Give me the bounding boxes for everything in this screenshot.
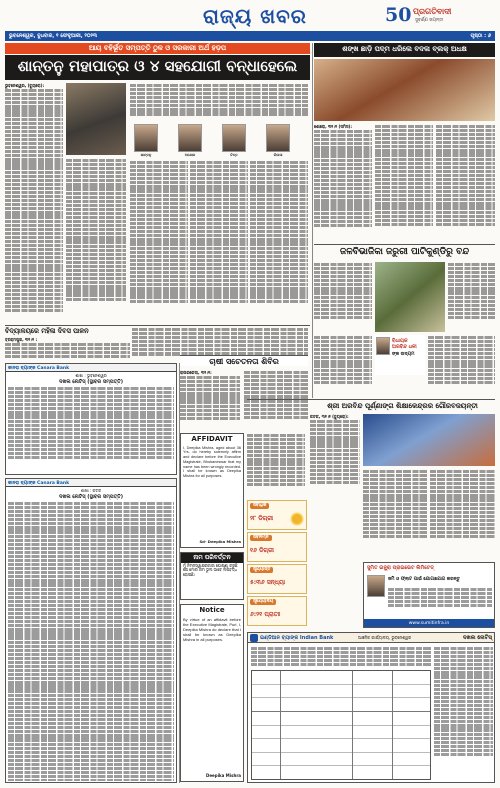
accused-photo-4 (266, 124, 290, 152)
ad-company-name: ସୁମିତ ଇନ୍ଫ୍ରା ପ୍ରାଇଭେଟ ଲିମିଟେଡ୍ (367, 565, 434, 571)
english-notice-box (180, 604, 244, 782)
indian-bank-right-col (434, 646, 493, 780)
indian-bank-header (248, 633, 495, 643)
indian-bank-name: ଇଣ୍ଡିଆନ ବ୍ୟାଙ୍କ Indian Bank (260, 635, 334, 641)
name-change-title: ନାମ ପରିବର୍ତ୍ତନ (181, 553, 243, 563)
sunrise-value: ୬:୨୧ ପ୍ରାତଃ (250, 611, 281, 619)
masthead (5, 4, 495, 30)
accused-photo-2 (178, 124, 202, 152)
sun-icon (292, 514, 302, 524)
vidyalaya-headline: ବିଦ୍ୟାଳୟରେ ମହିଳା ଦିବସ ପାଳନ (5, 327, 89, 335)
dateline-bar (5, 31, 495, 41)
jalabibhaga-col-2 (448, 262, 495, 332)
chasa-col-1 (180, 370, 240, 430)
section-title: ରାଜ୍ୟ ଖବର (203, 4, 307, 28)
aurobindo-headline: ଶ୍ରୀ ଅରବିନ୍ଦ ପୂର୍ଣ୍ଣାଙ୍ଗ ଶିକ୍ଷାକେନ୍ଦ୍ରର ଗୌରବଜୟନ୍ତୀ (327, 401, 478, 410)
mla-sub: ଙ୍କ ଉଦ୍ୟମ (392, 352, 415, 357)
issue-date: ଭୁବନେଶ୍ୱର, ବୁଧବାର, ୧ ଫେବୃଆରୀ, ୨୦୨୩ (9, 33, 97, 39)
name-change-body: ମୁଁ ନିମ୍ନସ୍ୱାକ୍ଷରକାରୀ ଘୋଷଣା କରୁଛି ଯେ ମୋର ନାମ ଭୁଲ ଭାବେ ଲିପିବଦ୍ଧ ହୋଇଛି। (183, 562, 238, 577)
ad-website: www.sumitinfra.in (364, 619, 494, 627)
accused-caption-3: ଚିତ୍ତ (230, 153, 238, 157)
affidavit-title: AFFIDAVIT (191, 435, 233, 443)
indian-bank-logo-icon (250, 634, 258, 642)
affidavit-box (180, 433, 244, 548)
bank-notice-title-2: ଦଖଲ ନୋଟିସ୍ (ସ୍ଥାବର ସମ୍ପତ୍ତି) (59, 494, 123, 500)
vidyalaya-text (5, 337, 130, 361)
bank-branch-2: ଶାଖା : କଟକ (80, 488, 102, 493)
affidavit-body: I, Deepika Mishra, aged about 36 Yrs, do hereby solemnly affirm and declare before the Executive Magistrate, Bhubaneswar that my name has been wrongly recorded. I shall be known as Deepika Mishra for all purposes. (183, 445, 241, 479)
sunset-label: ସୂର୍ଯ୍ୟାସ୍ତ (250, 567, 273, 574)
indian-bank-notice-title: ଦଖଲ ନୋଟିସ୍ (462, 634, 492, 641)
jalabibhaga-col-1 (314, 262, 372, 332)
accused-caption-4: ଲିପସା (273, 153, 283, 157)
mla-photo (376, 337, 390, 355)
bank-notice-body-2 (8, 501, 174, 781)
weather-min (247, 532, 307, 562)
chasa-col-2 (244, 370, 308, 430)
right-story-col-2 (375, 124, 433, 242)
weather-min-value: ୧୬ ଡିଗ୍ରୀ (250, 547, 274, 555)
aurobindo-col-3 (430, 469, 495, 559)
accused-caption-1: ଶାନ୍ତନୁ (140, 153, 152, 157)
affidavit-signature: Sd- Deepika Mishra (199, 539, 241, 545)
bjp-joining-photo (314, 59, 495, 121)
bank-notice-body-1 (8, 386, 174, 472)
anniversary-number: 50 (385, 4, 412, 26)
newspaper-logo (385, 4, 495, 28)
bank-notice-title-1: ଦଖଲ ନୋଟିସ୍ (ସ୍ଥାବର ସମ୍ପତ୍ତି) (59, 379, 123, 385)
accused-photo-3 (222, 124, 246, 152)
column-rule (179, 363, 180, 783)
weather-min-label: ସର୍ବନିମ୍ନ (250, 535, 272, 542)
accused-caption-2: ଅଶୋକ (184, 153, 196, 157)
bank-branch-1: ଶାଖା : ଭୁବନେଶ୍ୱର (75, 373, 107, 378)
bank-name-2: କାନରା ବ୍ୟାଙ୍କ Canara Bank (6, 479, 176, 487)
aurobindo-col-1 (310, 414, 360, 498)
real-estate-ad (363, 562, 495, 628)
indian-bank-branch: ଆଞ୍ଚଳିକ କାର୍ଯ୍ୟାଳୟ, ଭୁବନେଶ୍ୱର (358, 635, 412, 640)
weather-sunrise (247, 596, 307, 626)
lead-headline: ଶାନ୍ତନୁ ମହାପାତ୍ର ଓ ୪ ସହଯୋଗୀ ବନ୍ଧାହେଲେ (5, 55, 310, 80)
ad-person-photo (367, 575, 385, 597)
newspaper-name: ପ୍ରଗତିବାଦୀ (413, 7, 452, 16)
mla-sidebar (375, 335, 425, 375)
jalabibhaga-headline: ଜଳବିଭାଜିକା ଜରୁରୀ ପାଟିକୁଣ୍ଡିରୁ ବନ୍ଦ (339, 247, 470, 257)
jalabibhaga-col-4 (428, 335, 495, 397)
vidyalaya-byline: ବ୍ରହ୍ମପୁର, ୩୧।୧ : (5, 337, 38, 342)
jalabibhaga-photo (375, 262, 445, 332)
jalabibhaga-col-3 (314, 335, 372, 397)
right-story-col-1 (314, 124, 372, 242)
bank-notice-1 (5, 363, 177, 475)
indian-bank-intro (251, 646, 431, 668)
bank-name-1: କାନରା ବ୍ୟାଙ୍କ Canara Bank (6, 364, 176, 372)
lead-portrait-photo (66, 83, 126, 155)
aurobindo-event-photo (363, 414, 495, 466)
sunrise-label: ସୂର୍ଯ୍ୟୋଦୟ (250, 599, 276, 606)
notice-body: By virtue of an affidavit before the Executive Magistrate, Puri, I, Deepika Mishra do declare that I shall be known as Deepika Mishra in all purposes. (183, 616, 241, 642)
divider (314, 244, 495, 245)
aurobindo-col-2 (363, 469, 427, 559)
indian-bank-table (251, 670, 431, 780)
indian-bank-notice (247, 632, 495, 783)
lead-story-col-3 (130, 160, 188, 323)
divider (5, 325, 310, 326)
lead-story-col-4 (190, 160, 248, 323)
weather-max-value: ୨୮ ଡିଗ୍ରୀ (250, 515, 274, 523)
bank-notice-2 (5, 478, 177, 783)
chasa-headline: ଚାଷୀ ସଚେତନତା ଶିବିର (180, 355, 308, 366)
weather-max-label: ସର୍ବାଧିକ (250, 503, 269, 510)
weather-sunset (247, 564, 307, 594)
divider (247, 399, 495, 400)
lead-story-col-2 (66, 158, 126, 323)
chasa-byline: ରାଉରକେଲା, ୩୧।୧: (180, 370, 212, 375)
right-headline: ଶଙ୍ଖ ଛାଡ଼ି ପଦ୍ମ ଧରିଲେ ବଦଳା ବ୍ଲକ୍ ଅଧକ୍ଷ (314, 43, 495, 57)
ad-body (388, 587, 492, 613)
lead-story-top-text (130, 83, 308, 123)
right-story-col-3 (436, 124, 495, 242)
sunset-value: ୫:୩୬ ସନ୍ଧ୍ୟା (250, 579, 286, 587)
logo-tagline: ସୁବର୍ଣ୍ଣ ଜୟନ୍ତୀ (415, 18, 444, 23)
page-number: ପୃଷ୍ଠା : ୬ (470, 33, 491, 39)
right-byline: ଶୋରୋ, ୩୧।୧ (ସମିସ): (314, 124, 352, 129)
lead-kicker: ଆୟ ବହିର୍ଭୂତ ସମ୍ପତ୍ତି ଠୁଳ ଓ ସରକାରୀ ଅର୍ଥ ହଡ଼ପ (5, 43, 310, 54)
accused-photo-1 (134, 124, 158, 152)
lead-story-col-1 (5, 83, 63, 323)
lead-story-col-5 (250, 160, 308, 323)
notice-signature: Deepika Mishra (206, 773, 241, 778)
notice-title: Notice (199, 606, 225, 614)
chasa-col-3 (247, 433, 305, 497)
aurobindo-byline: କଟକ, ୩୧।୧ (ବ୍ୟୁରୋ): (310, 414, 349, 419)
column-rule (312, 43, 313, 398)
mla-name: ବିଧାୟକ ଅରବିନ୍ଦ ଧଳୀ (392, 338, 417, 351)
name-change-box (180, 552, 244, 600)
ad-text: ଜମି ଓ ଫ୍ଲାଟ ପାଇଁ ଯୋଗାଯୋଗ କରନ୍ତୁ (388, 577, 460, 582)
lead-byline: ଭୁବନେଶ୍ୱର, (ବ୍ୟୁରୋ): (5, 83, 45, 88)
